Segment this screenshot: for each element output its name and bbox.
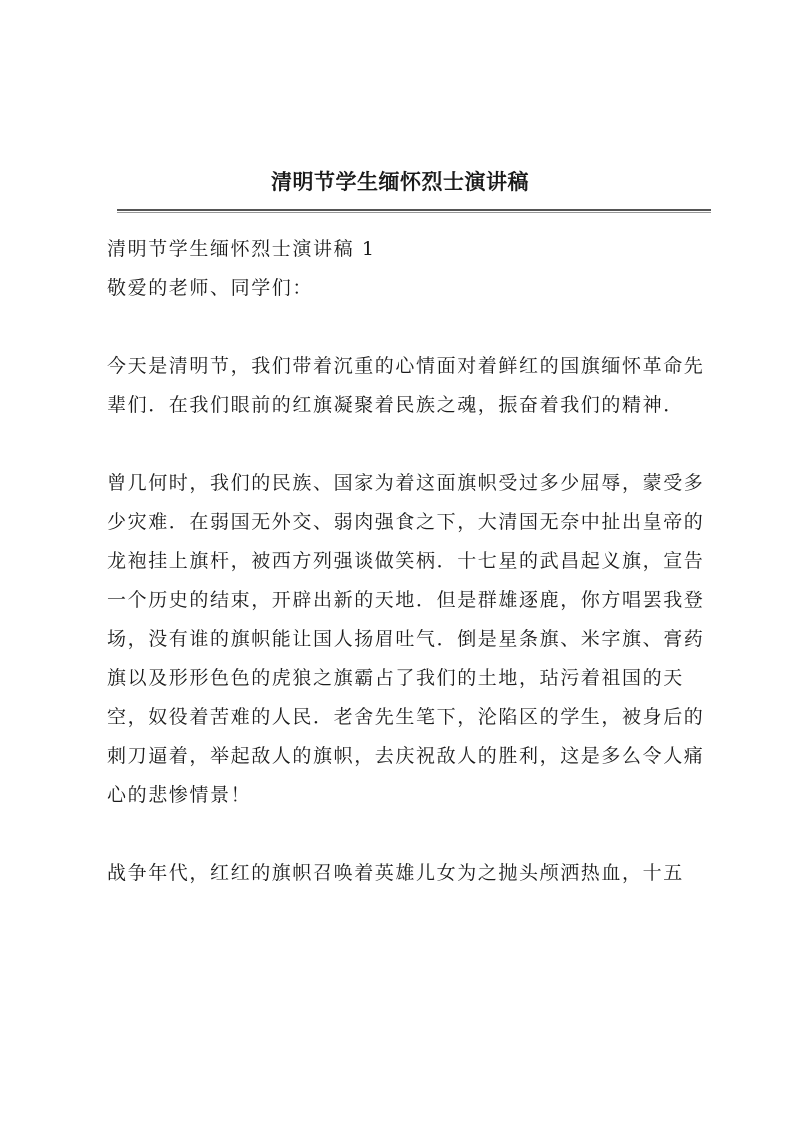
document-title: 清明节学生缅怀烈士演讲稿 bbox=[271, 169, 529, 194]
paragraph-3: 战争年代，红红的旗帜召唤着英雄儿女为之抛头颅洒热血，十五 bbox=[107, 862, 684, 884]
document-body bbox=[107, 230, 707, 893]
paragraph-1: 今天是清明节，我们带着沉重的心情面对着鲜红的国旗缅怀革命先辈们．在我们眼前的红旗凝聚着民族之魂，振奋着我们的精神． bbox=[107, 355, 705, 416]
speech-subtitle: 清明节学生缅怀烈士演讲稿 1 bbox=[107, 238, 376, 260]
salutation: 敬爱的老师、同学们： bbox=[107, 277, 314, 299]
title-divider bbox=[117, 209, 711, 213]
paragraph-2: 曾几何时，我们的民族、国家为着这面旗帜受过多少屈辱，蒙受多少灾难．在弱国无外交、弱肉强食之下，大清国无奈中扯出皇帝的龙袍挂上旗杆，被西方列强谈做笑柄．十七星的武昌起义旗，宣告一个历史的结束，开辟出新的天地．但是群雄逐鹿，你方唱罢我登场，没有谁的旗帜能让国人扬眉吐气．倒是星条旗、米字旗、膏药旗以及形形色色的虎狼之旗霸占了我们的土地，玷污着祖国的天空，奴役着苦难的人民．老舍先生笔下，沦陷区的学生，被身后的刺刀逼着，举起敌人的旗帜，去庆祝敌人的胜利，这是多么令人痛心的悲惨情景！ bbox=[107, 472, 705, 806]
